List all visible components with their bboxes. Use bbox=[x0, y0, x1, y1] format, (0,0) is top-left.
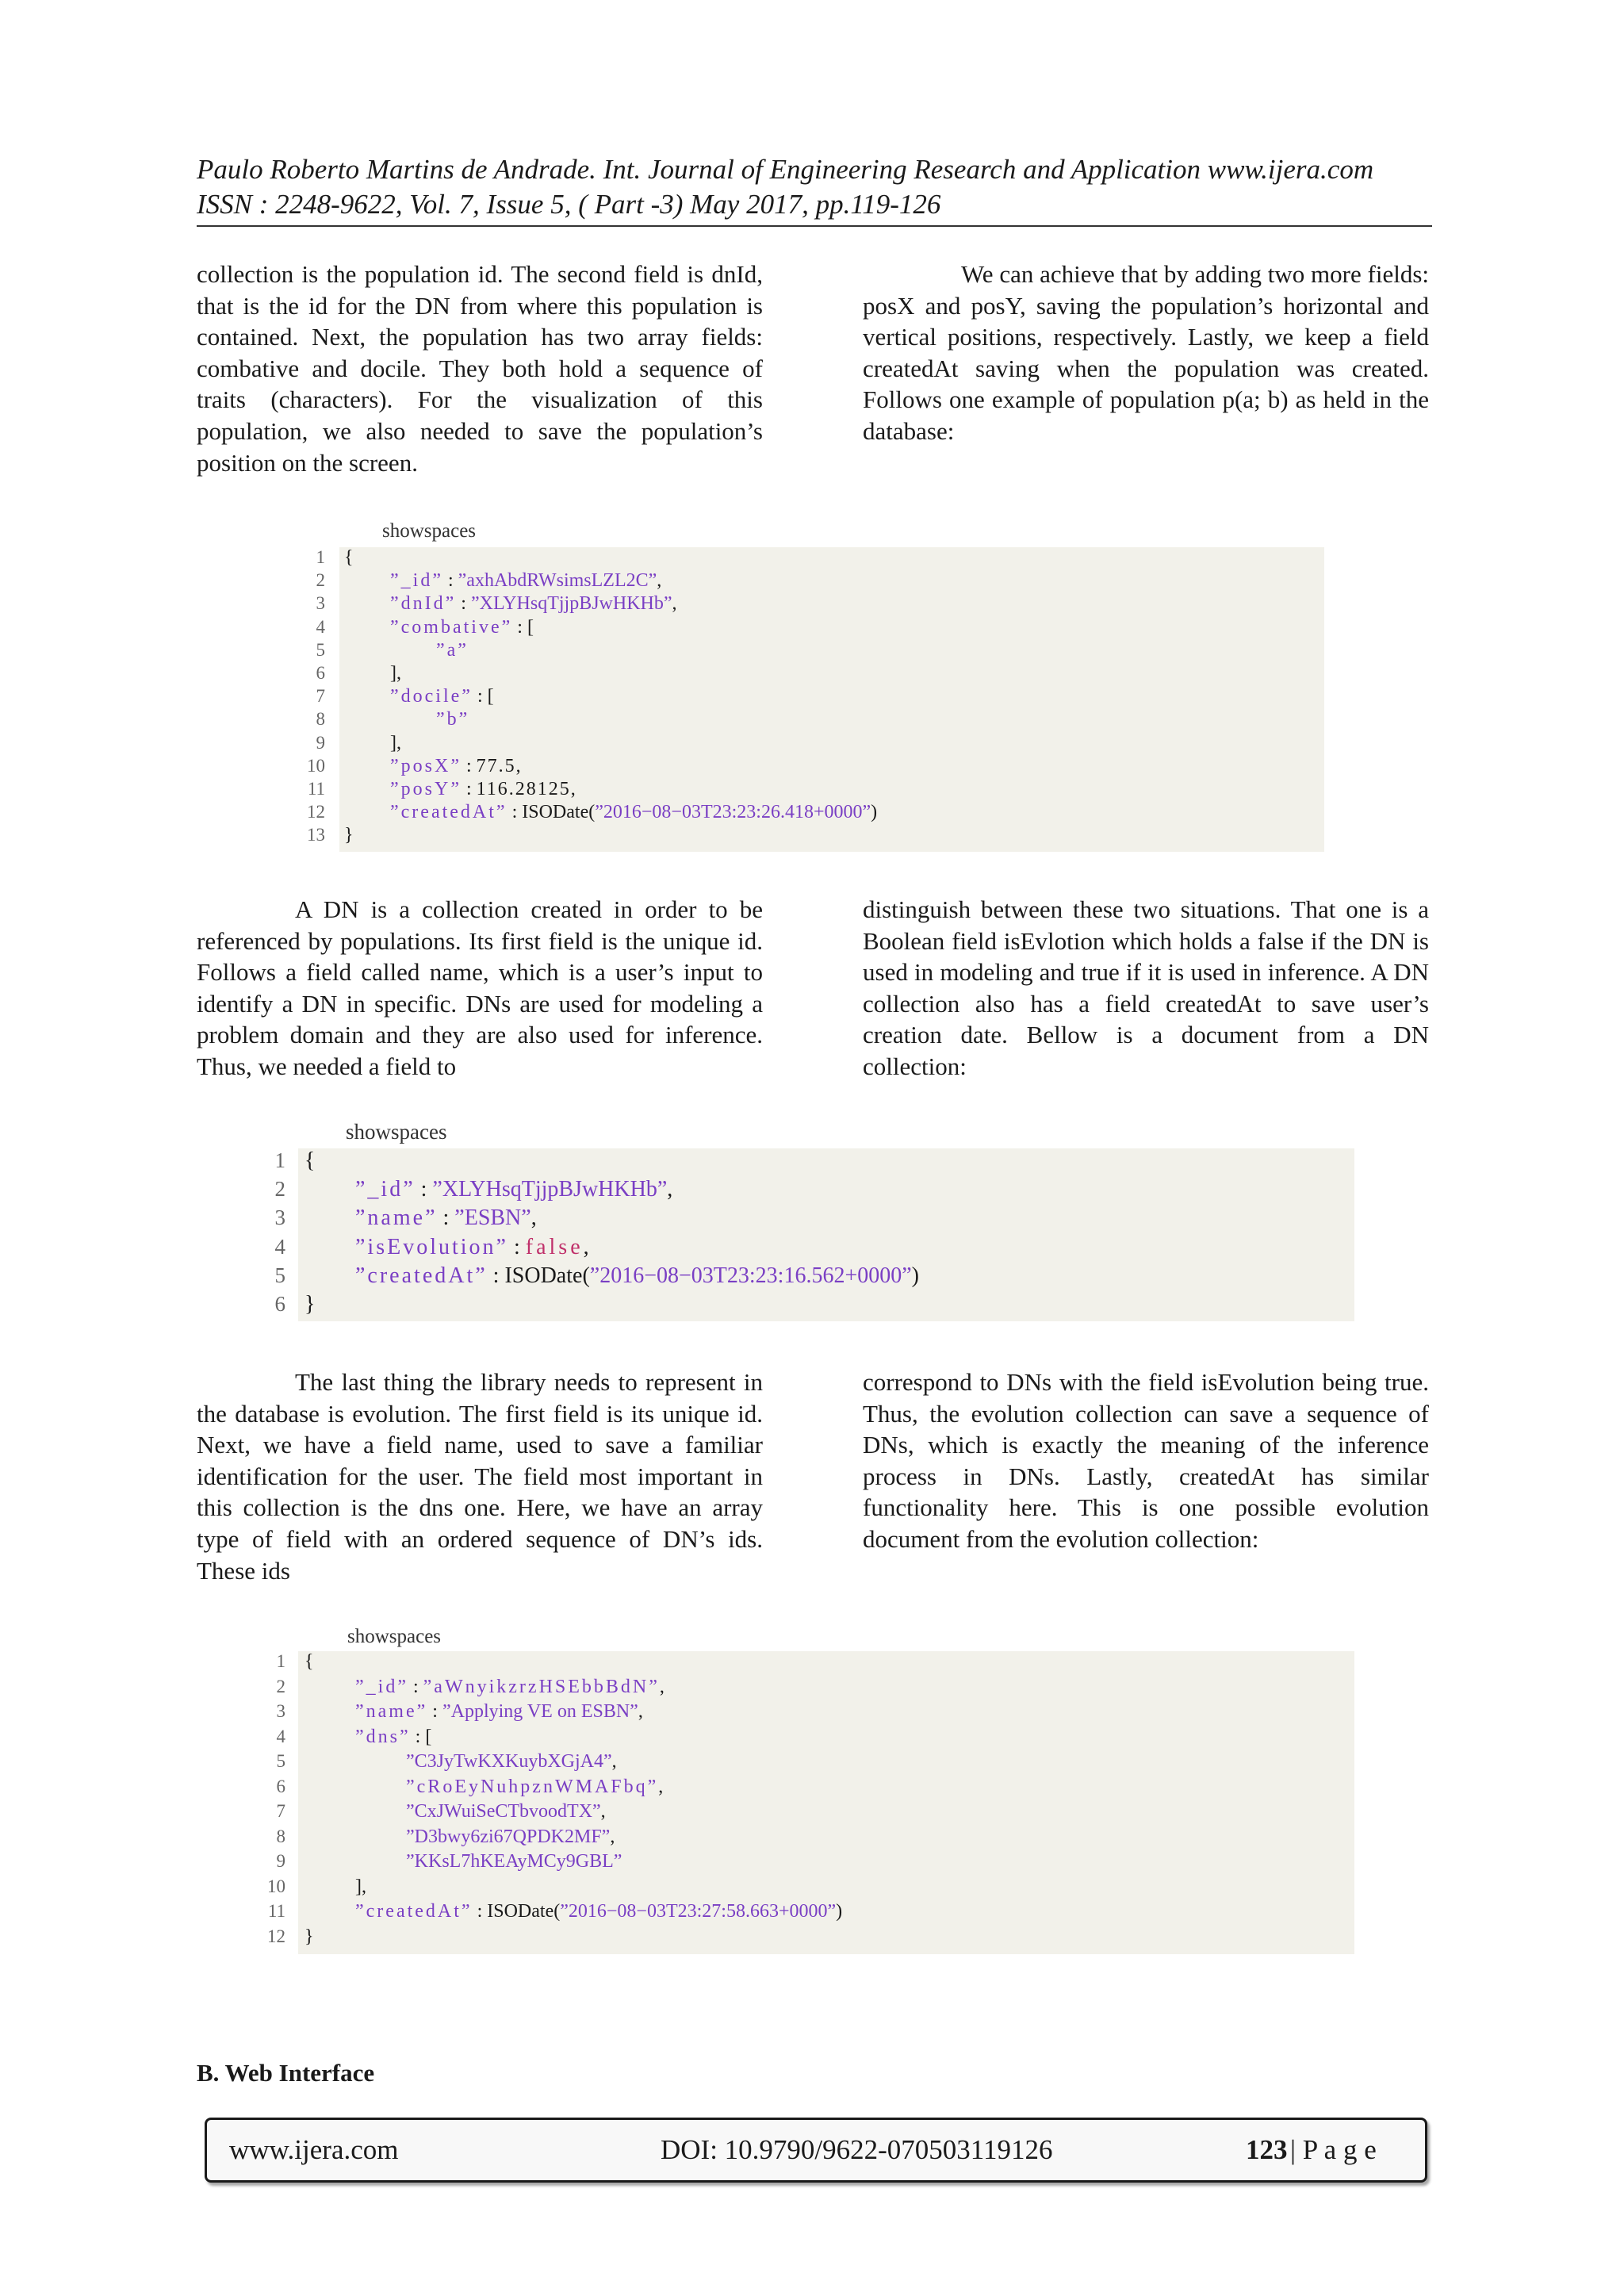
code-line-number: 9 bbox=[316, 732, 325, 753]
section3-left-column bbox=[197, 1366, 763, 1586]
code-line: ”isEvolution” : false, bbox=[355, 1234, 589, 1259]
footer-page-label: | P a g e bbox=[1290, 2134, 1377, 2165]
code-line: ”KKsL7hKEAyMCy9GBL” bbox=[406, 1851, 622, 1872]
code-line-number: 8 bbox=[316, 709, 325, 730]
footer-doi: DOI: 10.9790/9622-070503119126 bbox=[661, 2134, 1053, 2165]
code-line: ”dns” : [ bbox=[355, 1726, 432, 1747]
code-line: ”D3bwy6zi67QPDK2MF”, bbox=[406, 1826, 615, 1847]
code-line-number: 3 bbox=[274, 1205, 285, 1230]
code-line: } bbox=[304, 1926, 314, 1947]
code-line: ”docile” : [ bbox=[390, 686, 494, 707]
paragraph: A DN is a collection created in order to be referenced by populations. Its first field is the unique id. Follows a field called name, which is a user’s input to identify a DN in specific. DNs are used for modeling a problem domain and they are also used for inference. Thus, we needed a field to bbox=[197, 895, 763, 1080]
paragraph: correspond to DNs with the field isEvolution being true. Thus, the evolution collection can save a sequence of DNs, which is exactly the meaning of the inference process in DNs. Lastly, createdAt has similar functionality here. This is one possible evolution document from the evolution collection: bbox=[863, 1368, 1429, 1553]
code-line: ], bbox=[355, 1876, 366, 1897]
code-line-number: 7 bbox=[276, 1801, 285, 1821]
code-line-number: 2 bbox=[274, 1177, 285, 1202]
code-line-number: 8 bbox=[276, 1826, 285, 1846]
code-line: ], bbox=[390, 663, 401, 684]
code-line: } bbox=[344, 825, 354, 846]
code-line: ”name” : ”ESBN”, bbox=[355, 1205, 537, 1231]
code-line-number: 1 bbox=[276, 1651, 285, 1671]
paragraph: collection is the population id. The second field is dnId, that is the id for the DN from where this population is contained. Next, the population has two array fields: combative and docile. They both hold a sequence of traits (characters). For the visualization of this population, we also needed to save the population’s position on the screen. bbox=[197, 260, 763, 477]
code-line: ”_id” : ”XLYHsqTjjpBJwHKHb”, bbox=[355, 1177, 673, 1202]
code-line-number: 4 bbox=[316, 616, 325, 637]
paragraph: distinguish between these two situations. That one is a Boolean field isEvlotion which holds a false if the DN is used in modeling and true if it is used in inference. A DN collection also has a field createdAt to save user’s creation date. Bellow is a document from a DN collection: bbox=[863, 895, 1429, 1080]
code-line-number: 1 bbox=[316, 547, 325, 567]
code-line-number: 2 bbox=[316, 570, 325, 591]
code-line-number: 3 bbox=[316, 593, 325, 614]
code-line-number: 11 bbox=[307, 779, 325, 799]
code-line-number: 5 bbox=[274, 1263, 285, 1287]
code-line: ”name” : ”Applying VE on ESBN”, bbox=[355, 1701, 643, 1722]
code-line-number: 4 bbox=[276, 1726, 285, 1746]
code-line-number: 7 bbox=[316, 686, 325, 707]
code-line: ”posX” : 77.5, bbox=[390, 755, 521, 776]
section-heading: B. Web Interface bbox=[197, 2059, 375, 2087]
code-line-number: 6 bbox=[276, 1776, 285, 1796]
code-line-number: 2 bbox=[276, 1676, 285, 1696]
code-line: ”b” bbox=[436, 709, 470, 730]
code-line-number: 11 bbox=[267, 1901, 285, 1921]
code-line: ”CxJWuiSeCTbvoodTX”, bbox=[406, 1801, 606, 1822]
code-line: ”_id” : ”aWnyikzrzHSEbbBdN”, bbox=[355, 1676, 665, 1697]
code-line-number: 5 bbox=[276, 1751, 285, 1771]
code-line-number: 3 bbox=[276, 1701, 285, 1721]
section1-right-column bbox=[863, 259, 1429, 447]
paragraph: We can achieve that by adding two more fields: posX and posY, saving the population’s horizontal and vertical positions, respectively. Lastly, we keep a field createdAt saving when the population was created. Follows one example of population p(a; b) as held in the database: bbox=[863, 260, 1429, 445]
code1-title: showspaces bbox=[382, 520, 477, 542]
code-line-number: 12 bbox=[307, 802, 325, 822]
code-line-number: 13 bbox=[307, 825, 325, 845]
section1-left-column bbox=[197, 259, 763, 478]
code-line: { bbox=[304, 1651, 314, 1672]
code-line-number: 5 bbox=[316, 639, 325, 660]
code-line: ”cRoEyNuhpznWMAFbq”, bbox=[406, 1776, 664, 1797]
page-footer bbox=[205, 2118, 1427, 2183]
code-line-number: 4 bbox=[274, 1234, 285, 1259]
paragraph: The last thing the library needs to represent in the database is evolution. The first field is its unique id. Next, we have a field name, used to save a familiar identification for the user. The field most important in this collection is the dns one. Here, we have an array type of field with an ordered sequence of DN’s ids. These ids bbox=[197, 1368, 763, 1585]
code-line: ”C3JyTwKXKuybXGjA4”, bbox=[406, 1751, 617, 1772]
code-line-number: 1 bbox=[274, 1148, 285, 1172]
code2-title: showspaces bbox=[346, 1120, 447, 1144]
footer-page-number: 123 bbox=[1246, 2134, 1288, 2165]
code-line: ”_id” : ”axhAbdRWsimsLZL2C”, bbox=[390, 570, 662, 592]
section3-right-column bbox=[863, 1366, 1429, 1555]
code-line: { bbox=[344, 547, 354, 568]
footer-url: www.ijera.com bbox=[229, 2134, 399, 2165]
code-line: ”dnId” : ”XLYHsqTjjpBJwHKHb”, bbox=[390, 593, 677, 615]
code-line: ”posY” : 116.28125, bbox=[390, 779, 576, 799]
code3-title: showspaces bbox=[347, 1626, 442, 1647]
code-line-number: 12 bbox=[267, 1926, 285, 1946]
code-line: ”combative” : [ bbox=[390, 616, 534, 638]
code-line-number: 10 bbox=[267, 1876, 285, 1896]
code-line: ”a” bbox=[436, 639, 469, 661]
section2-left-column bbox=[197, 894, 763, 1083]
code-line: ], bbox=[390, 732, 401, 753]
code-line: ”createdAt” : ISODate(”2016−08−03T23:23:26.418+0000”) bbox=[390, 802, 878, 823]
code-line: ”createdAt” : ISODate(”2016−08−03T23:27:58.663+0000”) bbox=[355, 1901, 843, 1922]
code-line: { bbox=[304, 1148, 316, 1173]
header-issn: ISSN : 2248-9622, Vol. 7, Issue 5, ( Part -3) May 2017, pp.119-126 bbox=[197, 189, 941, 220]
code-line-number: 10 bbox=[307, 755, 325, 776]
header-citation: Paulo Roberto Martins de Andrade. Int. Journal of Engineering Research and Application www.ijera.com bbox=[197, 154, 1374, 185]
code-line-number: 6 bbox=[316, 663, 325, 683]
code-line-number: 9 bbox=[276, 1851, 285, 1871]
code-line: ”createdAt” : ISODate(”2016−08−03T23:23:16.562+0000”) bbox=[355, 1263, 919, 1288]
section2-right-column bbox=[863, 894, 1429, 1083]
code-line: } bbox=[304, 1292, 316, 1317]
running-header bbox=[197, 152, 1432, 227]
code-line-number: 6 bbox=[274, 1292, 285, 1316]
